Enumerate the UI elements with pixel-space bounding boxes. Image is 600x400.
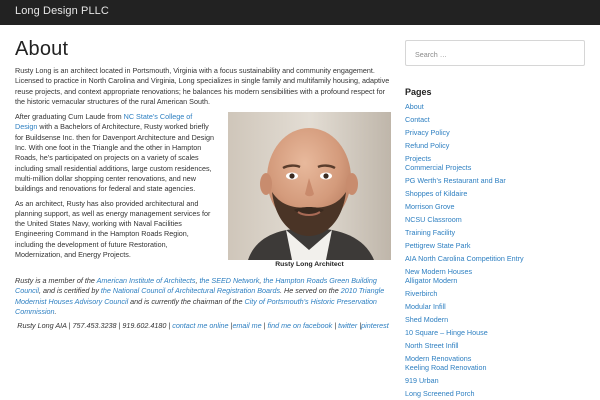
sidebar-page-link[interactable]: 10 Square – Hinge House [405,328,488,337]
bio-paragraph-2: As an architect, Rusty has also provided architectural and planning support, as well as energy management services for the United States Navy, working with Naval Facilities Engineering Command in the Hampton Roads Region, including the development of future Restoration, Modernization, and Energy Projects. [15,198,211,260]
sidebar-page-link[interactable]: North Street Infill [405,341,459,350]
sidebar-page-link[interactable]: Pettigrew State Park [405,241,471,250]
site-title-link[interactable]: Long Design PLLC [15,5,109,17]
top-bar [0,0,600,25]
sidebar-page-link[interactable]: Training Facility [405,228,456,237]
sidebar-page-link[interactable]: Commercial Projects [405,163,472,172]
sidebar-page-item [405,128,585,137]
sidebar-page-item [405,189,585,198]
affil-text: , [195,276,200,286]
sidebar-page-item [405,315,585,324]
sidebar-page-link[interactable]: Morrison Grove [405,202,455,211]
bio-text-segment: with a Bachelors of Architecture, Rusty worked briefly for Buildsense Inc. then for Davenport Architecture and Design Inc. With one foot in the Triangle and the other in Hampton Roads, he’s participated on projects on a variety of scales including small residential additions, large custom residences, multi-million dollar shopping center renovations, and new buildings and renovations for federal and state agencies. [15,122,214,194]
affil-text: , [259,276,264,286]
affil-text: . [54,307,57,317]
search-input[interactable] [415,48,575,60]
sidebar-page-item [405,254,585,263]
sidebar-page-link[interactable]: 919 Urban [405,376,439,385]
sidebar-page-link[interactable]: Refund Policy [405,141,450,150]
portsmouth-preservation-link-text: City of Portsmouth’s Historic Preservation Commission [15,296,377,317]
sidebar-page-link[interactable]: AIA North Carolina Competition Entry [405,254,524,263]
portrait-caption: Rusty Long Architect [275,261,344,269]
search-box [405,40,585,66]
portrait-figure [228,112,391,272]
sidebar-page-link[interactable]: Shoppes of Kildaire [405,189,468,198]
sidebar-page-link[interactable]: Modular Infill [405,302,446,311]
sidebar-page-link[interactable]: Long Screened Porch [405,389,475,398]
bio-section [15,112,391,272]
sidebar-page-item [405,363,585,372]
sidebar-page-link[interactable]: Privacy Policy [405,128,450,137]
aia-link-text: American Institute of Architects [96,276,196,286]
sidebar-page-link[interactable]: PG Werth’s Restaurant and Bar [405,176,506,185]
sidebar-page-item [405,228,585,237]
triangle-modernist-link-text: 2010 Triangle Modernist Houses Advisory Council [15,286,385,306]
main-content [15,38,391,332]
pinterest-link[interactable]: pinterest [361,321,389,331]
contact-separator: | [332,321,339,331]
ncarb-link-text: the National Council of Architectural Registration Boards [100,286,281,296]
sidebar-page-item [405,115,585,124]
contact-separator: | [228,321,233,331]
sidebar-page-item [405,341,585,350]
contact-separator: | [357,321,362,331]
contact-line [15,321,391,331]
affil-text: and is currently the chairman of the [128,296,245,306]
sidebar-page-item [405,328,585,337]
sidebar-page-link[interactable]: NCSU Classroom [405,215,462,224]
sidebar-page-item [405,241,585,250]
facebook-link[interactable]: find me on facebook [267,321,333,331]
sidebar-page-item [405,354,585,363]
sidebar-page-item [405,202,585,211]
sidebar-page-link[interactable]: New Modern Houses [405,267,473,276]
sidebar-page-link[interactable]: Contact [405,115,430,124]
sidebar-page-item [405,389,585,398]
sidebar-page-link[interactable]: Projects [405,154,431,163]
affiliations-paragraph [15,276,391,317]
affil-text: Rusty is a member of the [15,276,97,286]
hrgbc-link-text: the Hampton Roads Green Building Council [15,276,377,296]
portrait-photo [228,112,391,260]
page-title: About [15,38,69,60]
sidebar-page-item [405,276,585,285]
sidebar-page-link[interactable]: Riverbirch [405,289,438,298]
sidebar-page-item [405,163,585,172]
sidebar-page-item [405,154,585,163]
affil-text: . He served on the [280,286,341,296]
sidebar-page-link[interactable]: About [405,102,424,111]
sidebar-page-item [405,267,585,276]
contact-online-link[interactable]: contact me online [172,321,229,331]
aia-link[interactable] [97,276,196,285]
sidebar-page-item [405,302,585,311]
sidebar-page-item [405,141,585,150]
seed-network-link-text: the SEED Network [199,276,260,286]
bio-paragraph-1 [15,112,215,194]
pages-heading: Pages [405,87,432,97]
affil-text: , and is certified by [38,286,101,296]
sidebar-page-item [405,102,585,111]
twitter-link[interactable]: twitter [338,321,358,331]
ncarb-link[interactable] [101,286,280,295]
bio-text [15,112,215,264]
email-link[interactable]: email me [232,321,262,331]
sidebar-page-item [405,289,585,298]
contact-separator: | [261,321,268,331]
sidebar-page-item [405,215,585,224]
pages-list [405,102,585,398]
sidebar-page-link[interactable]: Shed Modern [405,315,449,324]
intro-paragraph: Rusty Long is an architect located in Portsmouth, Virginia with a focus sustainability and community engagement. Licensed to practice in North Carolina and Virginia, Long specializes in single family and multifamily housing, adaptive reuse projects, and context appropriate renovations; he balances his modern sensibilities with a profound respect for the historic vernacular structures of the rural American South. [15,66,390,106]
seed-network-link[interactable] [199,276,259,285]
sidebar-page-link[interactable]: Modern Renovations [405,354,472,363]
portrait-image [228,112,391,260]
sidebar-page-link[interactable]: Keeling Road Renovation [405,363,487,372]
bio-text-segment: After graduating Cum Laude from [15,112,124,122]
ncsu-design-link[interactable]: NC State’s College of Design [15,112,193,132]
sidebar [405,40,585,398]
sidebar-page-item [405,376,585,385]
contact-prefix: Rusty Long AIA | 757.453.3238 | 919.602.4180 | [17,321,173,331]
sidebar-page-link[interactable]: Alligator Modern [405,276,458,285]
sidebar-page-item [405,176,585,185]
